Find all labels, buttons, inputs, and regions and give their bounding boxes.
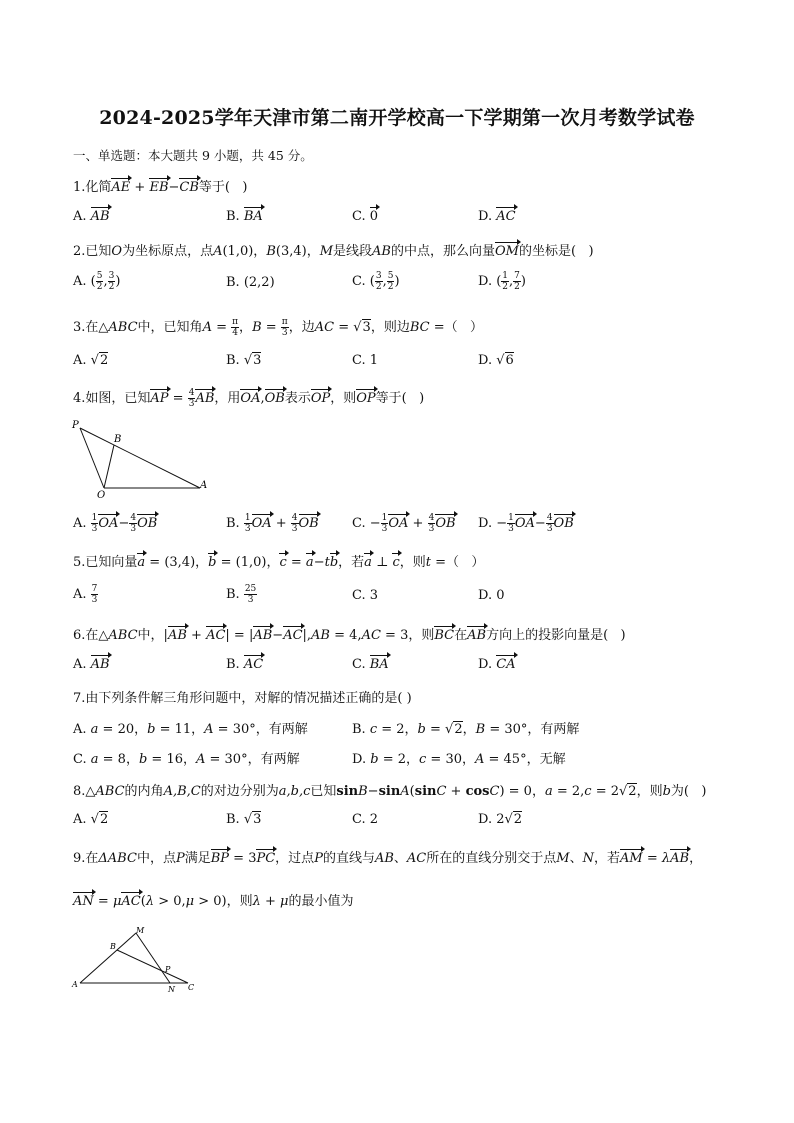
q2-option-c[interactable]: C. ( $\frac{3}{2}$ , $\frac{5}{2}$ ) — [352, 271, 400, 292]
fig9-label-m: M — [136, 926, 145, 935]
q2-option-b[interactable]: B. (2,2) — [226, 275, 275, 290]
question-9: 9.在ΔABC中，点P满足BP = 3PC，过点P的直线与AB、AC所在的直线分别交于点M、N，若AM = λAB， — [73, 851, 703, 866]
q8-option-c[interactable]: C. 2 — [352, 812, 379, 827]
fig9-label-n: N — [168, 985, 175, 994]
figure-q9 — [70, 925, 205, 995]
q6-option-d[interactable]: D. CA — [478, 657, 516, 672]
fig9-label-b: B — [110, 942, 116, 951]
q6-option-c[interactable]: C. BA — [352, 657, 389, 672]
q7-option-d[interactable]: D. b = 2，c = 30，A = 45°，无解 — [352, 752, 566, 767]
q1-option-d[interactable]: D. AC — [478, 209, 516, 224]
fig9-label-c: C — [188, 983, 195, 992]
question-8: 8.△ABC的内角A,B,C的对边分别为a,b,c已知sinB−sinA(sinC + cosC) = 0，a = 2,c = 2√2，则b为( ) — [73, 784, 707, 799]
q1-option-c[interactable]: C. 0 — [352, 209, 379, 224]
q4-option-c[interactable]: C. − $\frac{1}{3}$ OA + $\frac{4}{3}$ OB — [352, 513, 456, 534]
question-6: 6.在△ABC中，|AB + AC| = |AB−AC|,AB = 4,AC = 3，则BC在AB方向上的投影向量是( ) — [73, 628, 626, 643]
question-1: 1.化简AE + EB−CB等于( ) — [73, 180, 248, 195]
question-9-cont: AN = μAC(λ > 0,μ > 0)，则λ + μ的最小值为 — [73, 894, 354, 909]
fig4-label-a: A — [200, 480, 208, 491]
fig4-label-b: B — [114, 434, 122, 445]
q2-option-a[interactable]: A. ( $\frac{5}{2}$ , $\frac{3}{2}$ ) — [73, 271, 121, 292]
question-5: 5.已知向量a = (3,4)，b = (1,0)，c = a−tb，若a ⊥ c，则t =（ ） — [73, 555, 485, 570]
question-3: 3.在△ABC中，已知角A = $\frac{\pi}{4}$ ，B = $\frac{\pi}{3}$ ，边AC = √3，则边BC =（ ） — [73, 317, 484, 338]
q3-option-d[interactable]: D. √6 — [478, 353, 514, 368]
q8-option-d[interactable]: D. 2√2 — [478, 812, 523, 827]
q7-option-a[interactable]: A. a = 20，b = 11，A = 30°，有两解 — [73, 722, 308, 737]
fig4-label-o: O — [97, 490, 106, 500]
q6-option-b[interactable]: B. AC — [226, 657, 264, 672]
fig4-label-p: P — [72, 420, 79, 431]
q4-option-d[interactable]: D. − $\frac{1}{3}$ OA− $\frac{4}{3}$ OB — [478, 513, 574, 534]
q4-option-a[interactable]: A. $\frac{1}{3}$ OA− $\frac{4}{3}$ OB — [73, 513, 158, 534]
q5-option-b[interactable]: B. $\frac{25}{3}$ — [226, 584, 257, 605]
q7-option-b[interactable]: B. c = 2，b = √2，B = 30°，有两解 — [352, 722, 580, 737]
q5-option-a[interactable]: A. $\frac{7}{3}$ — [73, 584, 98, 605]
q2-option-d[interactable]: D. ( $\frac{1}{2}$ , $\frac{7}{2}$ ) — [478, 271, 526, 292]
q1-option-a[interactable]: A. AB — [73, 209, 110, 224]
q6-option-a[interactable]: A. AB — [73, 657, 110, 672]
q8-option-b[interactable]: B. √3 — [226, 812, 262, 827]
question-4: 4.如图，已知AP = $\frac{4}{3}$ AB，用OA,OB表示OP，则OP等于( ) — [73, 388, 425, 409]
fig9-label-a: A — [72, 980, 78, 989]
q3-option-b[interactable]: B. √3 — [226, 353, 262, 368]
q5-option-d[interactable]: D. 0 — [478, 588, 505, 603]
question-7: 7.由下列条件解三角形问题中，对解的情况描述正确的是( ) — [73, 691, 412, 706]
q3-option-a[interactable]: A. √2 — [73, 353, 109, 368]
q4-option-b[interactable]: B. $\frac{1}{3}$ OA + $\frac{4}{3}$ OB — [226, 513, 319, 534]
exam-title: 2024-2025学年天津市第二南开学校高一下学期第一次月考数学试卷 — [99, 107, 695, 129]
q1-option-b[interactable]: B. BA — [226, 209, 263, 224]
q5-option-c[interactable]: C. 3 — [352, 588, 379, 603]
figure-q4 — [70, 418, 210, 500]
q8-option-a[interactable]: A. √2 — [73, 812, 109, 827]
q3-option-c[interactable]: C. 1 — [352, 353, 379, 368]
fig9-label-p: P — [165, 965, 171, 974]
section-heading: 一、单选题：本大题共 9 小题，共 45 分。 — [73, 148, 313, 163]
q7-option-c[interactable]: C. a = 8，b = 16，A = 30°，有两解 — [73, 752, 300, 767]
question-2: 2.已知O为坐标原点，点A(1,0)，B(3,4)，M是线段AB的中点，那么向量OM的坐标是( ) — [73, 244, 594, 259]
